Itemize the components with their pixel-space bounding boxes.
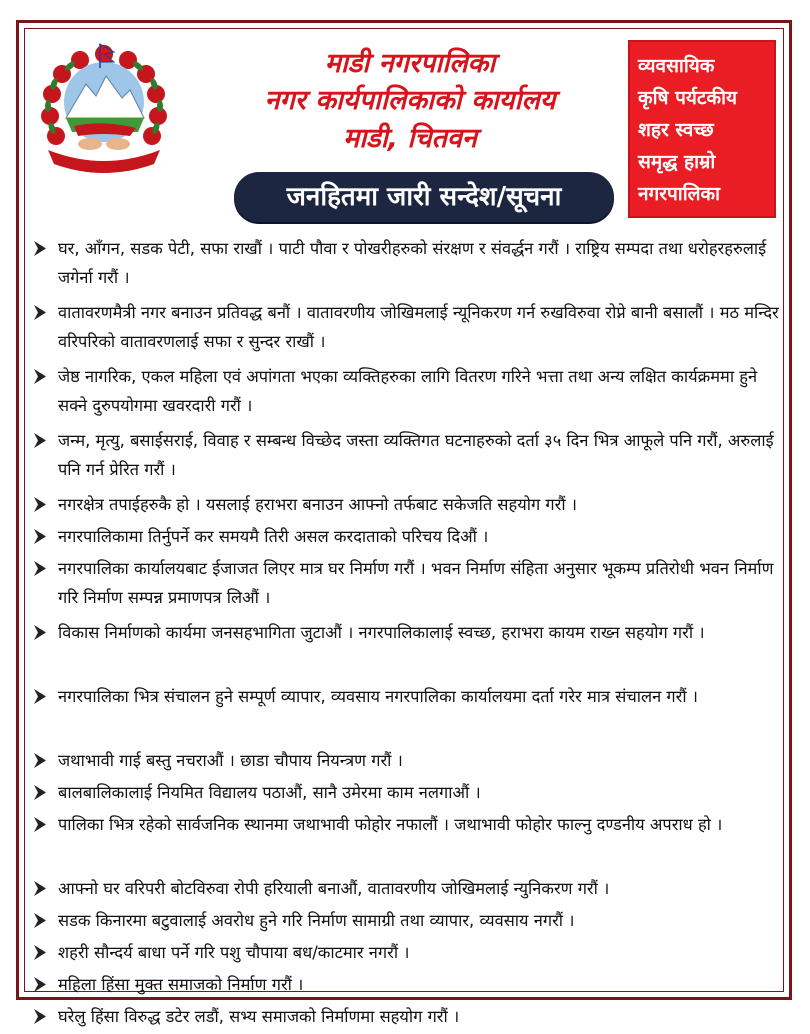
list-item: जन्म, मृत्यु, बसाईसराई, विवाह र सम्बन्ध विच्छेद जस्ता व्यक्तिगत घटनाहरुको दर्ता ३५ दिन भित्र आफूले पनि गरौं, अरुलाई पनि गर्न प्रेरित गरौं । bbox=[28, 426, 780, 487]
list-item: घरेलु हिंसा विरुद्ध डटेर लडौं, सभ्य समाजको निर्माणमा सहयोग गरौं । bbox=[28, 1002, 780, 1031]
list-item: महिला हिंसा मुक्त समाजको निर्माण गरौं । bbox=[28, 970, 780, 999]
list-item: जथाभावी गाई बस्तु नचराऔं । छाडा चौपाय नियन्त्रण गरौं । bbox=[28, 746, 780, 775]
arrow-bullet-icon bbox=[30, 1002, 52, 1031]
notice-banner-title: जनहितमा जारी सन्देश/सूचना bbox=[234, 172, 614, 222]
arrow-bullet-icon bbox=[30, 426, 52, 455]
arrow-bullet-icon bbox=[30, 938, 52, 967]
list-item: शहरी सौन्दर्य बाधा पर्ने गरि पशु चौपाया बध/काटमार नगरौं । bbox=[28, 938, 780, 967]
list-item: नगरपालिका कार्यालयबाट ईजाजत लिएर मात्र घर निर्माण गरौं । भवन निर्माण संहिता अनुसार भूकम्प प्रतिरोधी भवन निर्माण गरि निर्माण सम्पन्न प्रमाणपत्र लिऔं । bbox=[28, 554, 780, 615]
notice-list bbox=[28, 234, 780, 1034]
list-item: नगरपालिकामा तिर्नुपर्ने कर समयमै तिरी असल करदाताको परिचय दिऔं । bbox=[28, 522, 780, 551]
arrow-bullet-icon bbox=[30, 490, 52, 519]
arrow-bullet-icon bbox=[30, 682, 52, 711]
organization-title bbox=[200, 46, 620, 158]
arrow-bullet-icon bbox=[30, 362, 52, 391]
office-location: माडी, चितवन bbox=[343, 123, 477, 154]
arrow-bullet-icon bbox=[30, 618, 52, 647]
list-item: वातावरणमैत्री नगर बनाउन प्रतिवद्ध बनौं । वातावरणीय जोखिमलाई न्यूनिकरण गर्न रुखविरुवा रोप्ने बानी बसालौं । मठ मन्दिर वरिपरिको वातावरणलाई सफा र सुन्दर राखौं । bbox=[28, 298, 780, 359]
list-item: घर, आँगन, सडक पेटी, सफा राखौं । पाटी पौवा र पोखरीहरुको संरक्षण र संवर्द्धन गरौं । राष्ट्रिय सम्पदा तथा धरोहरहरुलाई जगेर्ना गरौं । bbox=[28, 234, 780, 295]
arrow-bullet-icon bbox=[30, 522, 52, 551]
arrow-bullet-icon bbox=[30, 874, 52, 903]
list-item: सडक किनारमा बटुवालाई अवरोध हुने गरि निर्माण सामाग्री तथा व्यापार, व्यवसाय नगरौं । bbox=[28, 906, 780, 935]
list-item: नगरपालिका भित्र संचालन हुने सम्पूर्ण व्यापार, व्यवसाय नगरपालिका कार्यालयमा दर्ता गरेर मात्र संचालन गरौं । bbox=[28, 682, 780, 743]
arrow-bullet-icon bbox=[30, 234, 52, 263]
list-item: नगरक्षेत्र तपाईहरुकै हो । यसलाई हराभरा बनाउन आफ्नो तर्फबाट सकेजति सहयोग गरौं । bbox=[28, 490, 780, 519]
slogan-line: व्यवसायिक bbox=[638, 55, 715, 77]
arrow-bullet-icon bbox=[30, 906, 52, 935]
slogan-line: कृषि पर्यटकीय bbox=[638, 87, 738, 109]
slogan-line: शहर स्वच्छ bbox=[638, 119, 714, 141]
arrow-bullet-icon bbox=[30, 778, 52, 807]
list-item: पालिका भित्र रहेको सार्वजनिक स्थानमा जथाभावी फोहोर नफालौं । जथाभावी फोहोर फाल्नु दण्डनीय अपराध हो । bbox=[28, 810, 780, 871]
arrow-bullet-icon bbox=[30, 746, 52, 775]
arrow-bullet-icon bbox=[30, 554, 52, 583]
slogan-box bbox=[628, 40, 776, 218]
list-item: बालबालिकालाई नियमित विद्यालय पठाऔं, सानै उमेरमा काम नलगाऔं । bbox=[28, 778, 780, 807]
list-item: जेष्ठ नागरिक, एकल महिला एवं अपांगता भएका व्यक्तिहरुका लागि वितरण गरिने भत्ता तथा अन्य लक्षित कार्यक्रममा हुने सक्ने दुरुपयोगमा खवरदारी गरौं । bbox=[28, 362, 780, 423]
list-item: विकास निर्माणको कार्यमा जनसहभागिता जुटाऔं । नगरपालिकालाई स्वच्छ, हराभरा कायम राख्न सहयोग गरौं । bbox=[28, 618, 780, 679]
office-name: नगर कार्यपालिकाको कार्यालय bbox=[264, 85, 556, 116]
arrow-bullet-icon bbox=[30, 298, 52, 327]
slogan-line: समृद्ध हाम्रो bbox=[638, 151, 716, 173]
org-name: माडी नगरपालिका bbox=[324, 48, 496, 79]
slogan-line: नगरपालिका bbox=[638, 183, 721, 205]
arrow-bullet-icon bbox=[30, 970, 52, 999]
arrow-bullet-icon bbox=[30, 810, 52, 839]
list-item: आफ्नो घर वरिपरी बोटविरुवा रोपी हरियाली बनाऔं, वातावरणीय जोखिमलाई न्युनिकरण गरौं । bbox=[28, 874, 780, 903]
emblem-ribbon-text: माडी नगरपालिकाको छाप bbox=[75, 153, 133, 160]
